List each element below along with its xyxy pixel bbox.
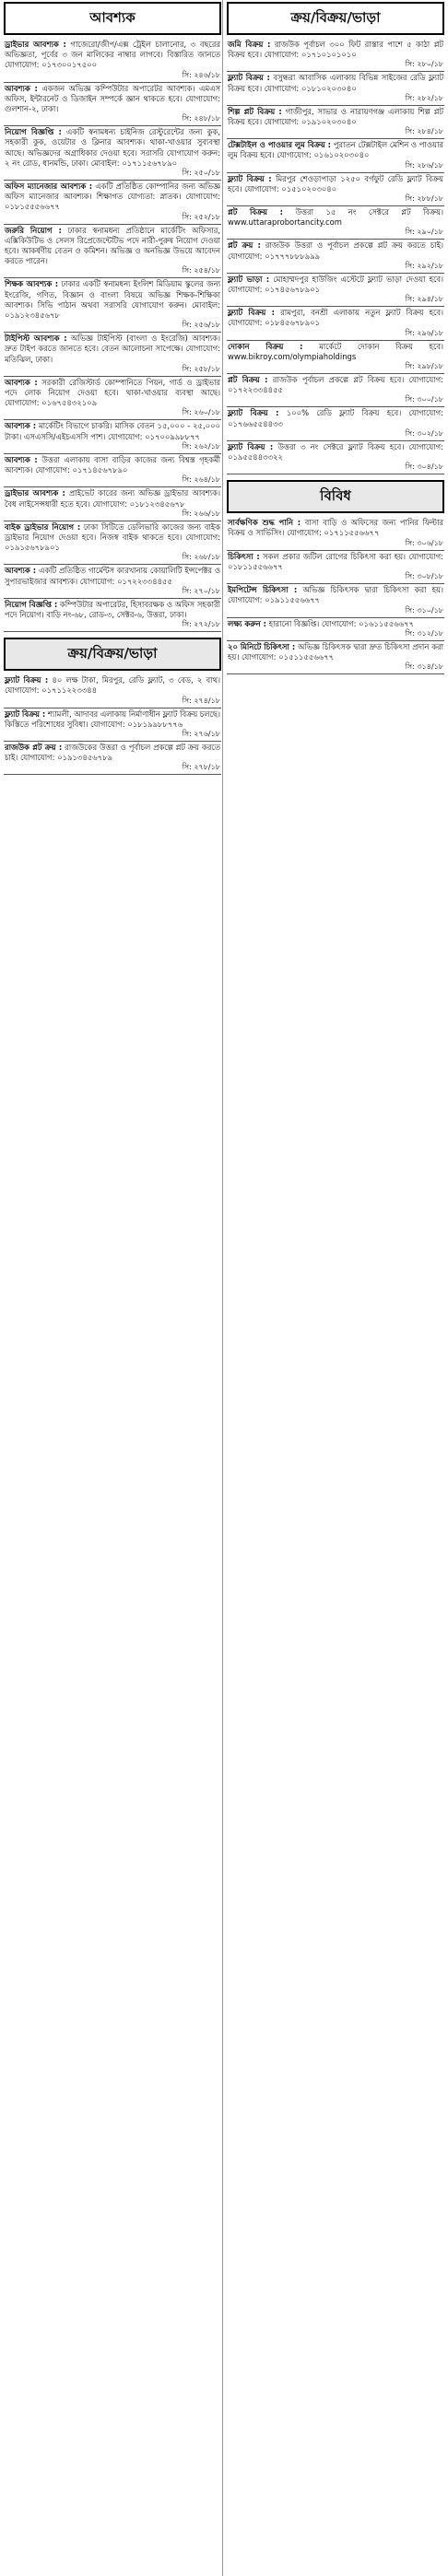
ad-title: জরুরি নিয়োগ : — [5, 225, 62, 235]
ad-body: পুরাতন টেক্সটাইল মেশিন ও পাওয়ার লুম বিক্রয় হবে। যোগাযোগ: ০১৬১০২০৩০৪০ — [228, 140, 443, 160]
ad-code: সি: ২৫৮/১৮ — [182, 364, 220, 373]
classified-ad — [227, 441, 444, 474]
ad-body: ঢাকার একটি স্বনামধন্য ইংলিশ মিডিয়াম স্কুলের জন্য ইংরেজি, গণিত, বিজ্ঞান ও বাংলা বিষয়ে অভিজ্ঞ শিক্ষক-শিক্ষিকা আবশ্যক। সিভি পাঠান অথবা সরাসরি যোগাযোগ করুন। মোবাইল: ০১৯১২৩৪৫৬৭৮ — [5, 279, 221, 321]
classified-ad — [227, 139, 444, 172]
classified-ad — [4, 521, 221, 566]
ad-body: গাজীপুর, সাভার ও নারায়ণগঞ্জ এলাকায় শিল্প প্লট বিক্রয় হবে। যোগাযোগ: ০১৯১০২০৩০৪০ — [228, 106, 443, 127]
classified-ad — [4, 181, 221, 225]
ad-body: ঢাকার স্বনামধন্য প্রতিষ্ঠানে মার্কেটিং অফিসার, এক্সিকিউটিভ ও সেলস রিপ্রেজেন্টেটিভ পদে নারী-পুরুষ নিয়োগ দেওয়া হবে। আকর্ষণীয় বেতন ও কমিশন। অভিজ্ঞ ও অনভিজ্ঞ উভয়ে আবেদন করতে পারেন। — [5, 225, 220, 266]
ad-code: সি: ৩১২/১৮ — [405, 628, 443, 638]
ad-code: সি: ২৪৬/১৮ — [182, 70, 220, 79]
classified-ad — [227, 240, 444, 273]
classified-ad — [4, 599, 221, 632]
ad-title: আবশ্যক : — [5, 83, 38, 93]
ad-code: সি: ৩০০/১৮ — [405, 395, 443, 404]
ad-title: আবশ্যক : — [5, 377, 38, 387]
section-heading-buy-sell-rent-left: ক্রয়/বিক্রয়/ভাড়া — [4, 638, 221, 671]
ad-body: মিরপুর শেওড়াপাড়া ১২৫০ বর্গফুট রেডি ফ্ল্যাট বিক্রয় হবে। যোগাযোগ: ০১৫১০২০৩০৪০ — [228, 173, 443, 193]
classified-ad — [227, 341, 444, 374]
classified-ad — [4, 420, 221, 453]
ad-code: সি: ২৯২/১৮ — [405, 261, 443, 270]
ad-title: ড্রাইভার আবশ্যক : — [5, 488, 65, 498]
classified-ad — [4, 742, 221, 775]
right-ads-list-2 — [227, 517, 444, 674]
section-heading-miscellaneous: বিবিধ — [227, 480, 444, 513]
classified-ad — [4, 126, 221, 181]
ad-code: সি: ২৮৮/১৮ — [405, 194, 443, 204]
ad-title: প্লট বিক্রয় : — [228, 207, 284, 217]
ad-title: ফ্ল্যাট বিক্রয় : — [228, 441, 274, 451]
ad-code: সি: ৩১৪/১৮ — [405, 662, 443, 672]
ad-body: কম্পিউটার অপারেটর, হিসাবরক্ষক ও অফিস সহকারী পদে নিয়োগ। বাড়ি নং-৬৮, রোড-৩, সেক্টর-৬, উত্তরা, ঢাকা। — [5, 599, 220, 619]
ad-title: রাজউক প্লট ক্রয় : — [5, 742, 63, 752]
ad-body: মোহাম্মদপুর হাউজিং এস্টেটে ফ্ল্যাট ভাড়া দেওয়া হবে। যোগাযোগ: ০১৭৪৫৬৭৮৯০১ — [228, 274, 443, 295]
ad-code: সি: ২৬০/১৮ — [182, 408, 220, 417]
ad-title: চিকিৎসা : — [228, 551, 260, 561]
ad-body: বসুন্ধরা আবাসিক এলাকায় বিভিন্ন সাইজের রেডি ফ্ল্যাট বিক্রয় হবে। যোগাযোগ: ০১৮১০২০৩০৪০ — [228, 73, 444, 93]
ad-body: রাজউক পূর্বাচল ৩০০ ফিট রাস্তার পাশে ৫ কাঠা প্লট বিক্রয় হবে। যোগাযোগ: ০১৭১০১০১০১০ — [228, 40, 443, 60]
ad-body: হারানো বিজ্ঞপ্তি। যোগাযোগ: ০১৬১১৫৫৬৬৭৭ — [268, 618, 414, 628]
classified-ad — [227, 39, 444, 72]
ad-code: সি: ২৭৪/১৮ — [182, 696, 220, 705]
ad-title: ফ্ল্যাট বিক্রয় : — [5, 675, 49, 685]
ad-code: সি: ২৯৬/১৮ — [405, 328, 443, 337]
classified-ad — [227, 173, 444, 206]
ad-code: সি: ৩১০/১৮ — [405, 605, 443, 615]
classified-ad — [227, 407, 444, 440]
ad-body: বাসা বাড়ি ও অফিসের জন্য পানির ফিল্টার বিক্রয় ও সার্ভিসিং। যোগাযোগ: ০১৭১১৫৫৬৬৭৭ — [228, 518, 443, 538]
ad-code: সি: ২৫৪/১৮ — [182, 266, 220, 275]
ad-title: ২০ মিনিটে চিকিৎসা : — [228, 641, 296, 651]
ad-code: সি: ৩০৬/১৮ — [405, 538, 443, 547]
classified-ad — [4, 708, 221, 742]
classified-ad — [4, 487, 221, 521]
ad-code: সি: ৩০৪/১৮ — [405, 463, 443, 472]
left-column — [4, 0, 221, 775]
classified-ad — [227, 618, 444, 641]
ad-body: সকল প্রকার জটিল রোগের চিকিৎসা করা হয়। যোগাযোগ: ০১৮১১৫৫৬৬৭৭ — [228, 551, 443, 571]
ad-code: সি: ২৬৪/১৮ — [182, 475, 220, 485]
ad-title: প্লট ক্রয় : — [228, 240, 261, 251]
ad-code: সি: ২৪৮/১৮ — [182, 114, 220, 123]
ad-title: ফ্ল্যাট বিক্রয় : — [228, 408, 279, 418]
ad-code: সি: ২৮০/১৮ — [405, 60, 443, 69]
ad-body: ঢাকা সিটিতে ডেলিভারি কাজের জন্য বাইক ড্রাইভার নিয়োগ দেওয়া হবে। নিজস্ব বাইক থাকতে হবে। যোগাযোগ: ০১৯১৫৬৭৮৯০১ — [5, 521, 220, 553]
ad-title: অফিস ম্যানেজার আবশ্যক : — [5, 181, 93, 192]
ad-body: উত্তরা ৩ নং সেক্টরে ফ্ল্যাট বিক্রয় হবে। যোগাযোগ: ০১৯৫৫৪৪৩৩২২ — [228, 441, 443, 463]
ad-code: সি: ৩০২/১৮ — [405, 428, 443, 438]
classified-ad — [227, 584, 444, 617]
ad-code: সি: ২৮৬/১৮ — [405, 160, 443, 170]
classified-ad — [227, 517, 444, 550]
ad-title: শিক্ষক আবশ্যক : — [5, 279, 59, 289]
ad-title: নিয়োগ বিজ্ঞপ্তি : — [5, 127, 62, 137]
ad-code: সি: ২৫০/১৮ — [182, 169, 220, 178]
ad-body: অভিজ্ঞ চিকিৎসক দ্বারা চিকিৎসা করা হয়। যোগাযোগ: ০১৯১১৫৫৬৬৭৭ — [228, 585, 443, 605]
classified-ad — [227, 307, 444, 340]
classified-ad — [227, 374, 444, 407]
ad-body: উত্তরা এলাকায় বাসা বাড়ির কাজের জন্য বিশ্বস্ত গৃহকর্মী আবশ্যক। যোগাযোগ: ০১৭১৪৫৬৭৮৯০ — [5, 454, 220, 475]
ad-code: সি: ৩০৮/১৮ — [405, 572, 443, 581]
ad-body: একটি স্বনামধন্য চাইনিজ রেস্টুরেন্টের জন্য কুক, সহকারী কুক, ওয়েটার ও ক্লিনার আবশ্যক। থাকা-খাওয়ার সুব্যবস্থা আছে। অভিজ্ঞদের অগ্রাধিকার দেওয়া হবে। সরাসরি যোগাযোগ করুন: ২ নং রোড, ধানমন্ডি, ঢাকা। মোবাইল: ০১৭১১৫৬৭৮৯০ — [5, 127, 220, 168]
ad-body: মার্কেটিং বিভাগে চাকরি। মাসিক বেতন ১৫,০০০ - ২৫,০০০ টাকা। এসএসসি/এইচএসসি পাশ। যোগাযোগ: ০১৭০০৯৯৮৮৭৭ — [5, 421, 220, 441]
right-ads-list-1 — [227, 39, 444, 474]
ad-body: রাজউক পূর্বাচল প্রকল্পে প্লট বিক্রয় হবে। যোগাযোগ: ০১৭২২৩৩৪৪৫৫ — [228, 375, 443, 395]
ad-body: মার্কেটে দোকান বিক্রয় হবে। www.bikroy.com/olympiaholdings — [228, 341, 443, 361]
ad-title: নিয়োগ বিজ্ঞপ্তি : — [5, 599, 58, 609]
classified-ad — [227, 551, 444, 584]
ad-title: সার্বক্ষণিক শুদ্ধ পানি : — [228, 518, 301, 528]
ad-title: জমি বিক্রয় : — [228, 40, 271, 49]
ad-body: প্রাইভেট কারের জন্য অভিজ্ঞ ড্রাইভার আবশ্যক। বৈধ লাইসেন্সধারী হতে হবে। যোগাযোগ: ০১৮১২৩৪৫৬৭৮ — [5, 488, 220, 509]
ad-body: একটি প্রতিষ্ঠিত কোম্পানির জন্য অভিজ্ঞ অফিস ম্যানেজার আবশ্যক। শিক্ষাগত যোগ্যতা: স্নাতক। যোগাযোগ: ০১৮১৫৫৫৬৬৭৭ — [5, 181, 220, 212]
section-heading-buy-sell-rent: ক্রয়/বিক্রয়/ভাড়া — [227, 2, 444, 35]
classified-ad — [227, 641, 444, 674]
classified-ad — [4, 674, 221, 708]
ad-body: একজন অভিজ্ঞ কম্পিউটার অপারেটর আবশ্যক। এমএস অফিস, ইন্টারনেট ও ডিজাইন সম্পর্কে জ্ঞান থাকতে হবে। যোগাযোগ: গুলশান-২, ঢাকা। — [5, 83, 220, 114]
classified-ad — [4, 377, 221, 421]
left-ads-list-1 — [4, 39, 221, 632]
classified-ad — [227, 106, 444, 139]
ad-title: আবশ্যক : — [5, 454, 38, 464]
ad-title: শিল্প প্লট বিক্রয় : — [228, 106, 282, 116]
ad-code: সি: ২৭২/১৮ — [182, 620, 220, 629]
ad-body: ১০০% রেডি ফ্ল্যাট বিক্রয় হবে। যোগাযোগ: ০১৭৬৬৫৫৪৪৩৩ — [228, 408, 443, 428]
ad-code: সি: ২৭০/১৮ — [182, 586, 220, 595]
ad-title: বাইক ড্রাইভার নিয়োগ : — [5, 521, 81, 532]
ad-body: শ্যামলী, আদাবর এলাকায় নির্মাণাধীন ফ্ল্যাট বিক্রয় চলছে। কিস্তিতে পরিশোধের সুবিধা। যোগাযোগ: ০১৮১৯৯৮৮৭৭৬ — [5, 708, 220, 729]
ad-title: ফ্ল্যাট বিক্রয় : — [5, 708, 46, 719]
ad-code: সি: ২৯৮/১৮ — [405, 362, 443, 371]
ad-code: সি: ২৭৬/১৮ — [182, 729, 220, 738]
classified-ad — [4, 39, 221, 83]
ad-title: টাইপিস্ট আবশ্যক : — [5, 334, 67, 344]
ad-code: সি: ২৭৮/১৮ — [182, 763, 220, 772]
ad-title: ফ্ল্যাট ভাড়া : — [228, 274, 270, 284]
ad-body: সরকারী রেজিস্টার্ড কোম্পানিতে পিয়ন, গার্ড ও ড্রাইভার পদে লোক নিয়োগ দেওয়া হবে। থাকা-খাওয়ার ব্যবস্থা আছে। যোগাযোগ: ০১৬৭৫৪৩২১০৯ — [5, 377, 220, 408]
ad-body: অভিজ্ঞ চিকিৎসক দ্বারা দ্রুত চিকিৎসা প্রদান করা হয়। যোগাযোগ: ০১৫১১৫৫৬৬৭৭ — [228, 641, 443, 662]
ad-code: সি: ২৬৮/১৮ — [182, 553, 220, 562]
classified-ad — [227, 72, 444, 105]
ad-body: রাজউক উত্তরা ও পূর্বাচল প্রকল্পে প্লট ক্রয় করতে চাই। যোগাযোগ: ০১৭৭৭৮৮৮৯৯৯ — [228, 240, 444, 261]
classified-ad — [4, 83, 221, 127]
ad-body: রাজউকের উত্তরা ও পূর্বাচল প্রকল্পে প্লট ক্রয় করতে চাই। যোগাযোগ: ০১৯১৩৪৫৬৭৮৯ — [5, 742, 220, 763]
ad-body: একটি প্রতিষ্ঠিত গার্মেন্টস কারখানায় কোয়ালিটি ইন্সপেক্টর ও সুপারভাইজার আবশ্যক। যোগাযোগ: ০১৭২২৩৩৪৪৫৫ — [5, 566, 220, 586]
classified-ad — [4, 333, 221, 377]
ad-title: লক্ষ্য করুন : — [228, 618, 266, 628]
ad-title: ফ্ল্যাট বিক্রয় : — [228, 73, 270, 83]
ad-body: উত্তরা ১৫ নং সেক্টরে প্লট বিক্রয়। www.uttaraprobortancity.com — [228, 207, 443, 228]
left-ads-list-2 — [4, 674, 221, 775]
ad-title: আবশ্যক : — [5, 566, 37, 576]
ad-title: ড্রাইভার আবশ্যক : — [5, 40, 66, 49]
ad-code: সি: ২৯৪/১৮ — [405, 295, 443, 304]
ad-body: রামপুরা, বনশ্রী এলাকায় নতুন ফ্ল্যাট বিক্রয় হবে। যোগাযোগ: ০১৮৪৫৬৭৮৯০১ — [228, 308, 444, 328]
classified-ad — [4, 454, 221, 487]
ad-title: প্লট বিক্রয় : — [228, 375, 268, 385]
ad-code: সি: ২৮২/১৮ — [405, 93, 443, 102]
ad-code: সি: ২৮৪/১৮ — [405, 127, 443, 136]
ad-title: ফ্ল্যাট বিক্রয় : — [228, 308, 276, 318]
ad-title: দোকান বিক্রয় : — [228, 341, 303, 351]
ad-code: সি: ২৫৬/১৮ — [182, 321, 220, 330]
ad-body: গাজেরো/জীপ/এক্স ট্রেইল চালানোর, ৩ বছরের অভিজ্ঞতা, পূর্বের ৩ জন মালিকের নাম্বার লাগবে। বিস্তারিত জানতে যোগাযোগ: ০১৭৩০০১৭৫০০ — [5, 40, 221, 70]
classified-ad — [227, 206, 444, 240]
right-column — [227, 0, 444, 674]
ad-code: সি: ২৫২/১৮ — [182, 212, 220, 221]
classified-ad — [227, 274, 444, 307]
section-heading-wanted: আবশ্যক — [4, 2, 221, 35]
classified-ad — [4, 225, 221, 279]
ad-title: আবশ্যক : — [5, 421, 37, 431]
ad-body: ৪০ লক্ষ টাকা, মিরপুর, রেডি ফ্ল্যাট, ৩ বেড, ২ বাথ। যোগাযোগ: ০১৭১১২২৩৩৪৪ — [5, 675, 220, 696]
ad-title: ইমপিটেন্স চিকিৎসা : — [228, 585, 298, 595]
ad-code: সি: ২৬৬/১৮ — [182, 509, 220, 518]
classified-ad — [4, 565, 221, 598]
classified-ad — [4, 278, 221, 333]
column-divider — [222, 0, 223, 2576]
ad-title: ফ্ল্যাট বিক্রয় : — [228, 173, 272, 183]
ad-title: টেক্সটাইল ও পাওয়ার লুম বিক্রয় : — [228, 140, 332, 150]
ad-body: অভিজ্ঞ টাইপিস্ট (বাংলা ও ইংরেজি) আবশ্যক। দ্রুত টাইপ করতে জানতে হবে। বেতন আলোচনা সাপেক্ষে। যোগাযোগ: মতিঝিল, ঢাকা। — [5, 334, 220, 364]
ad-code: সি: ২৯০/১৮ — [405, 228, 443, 237]
ad-code: সি: ২৬২/১৮ — [182, 441, 220, 451]
